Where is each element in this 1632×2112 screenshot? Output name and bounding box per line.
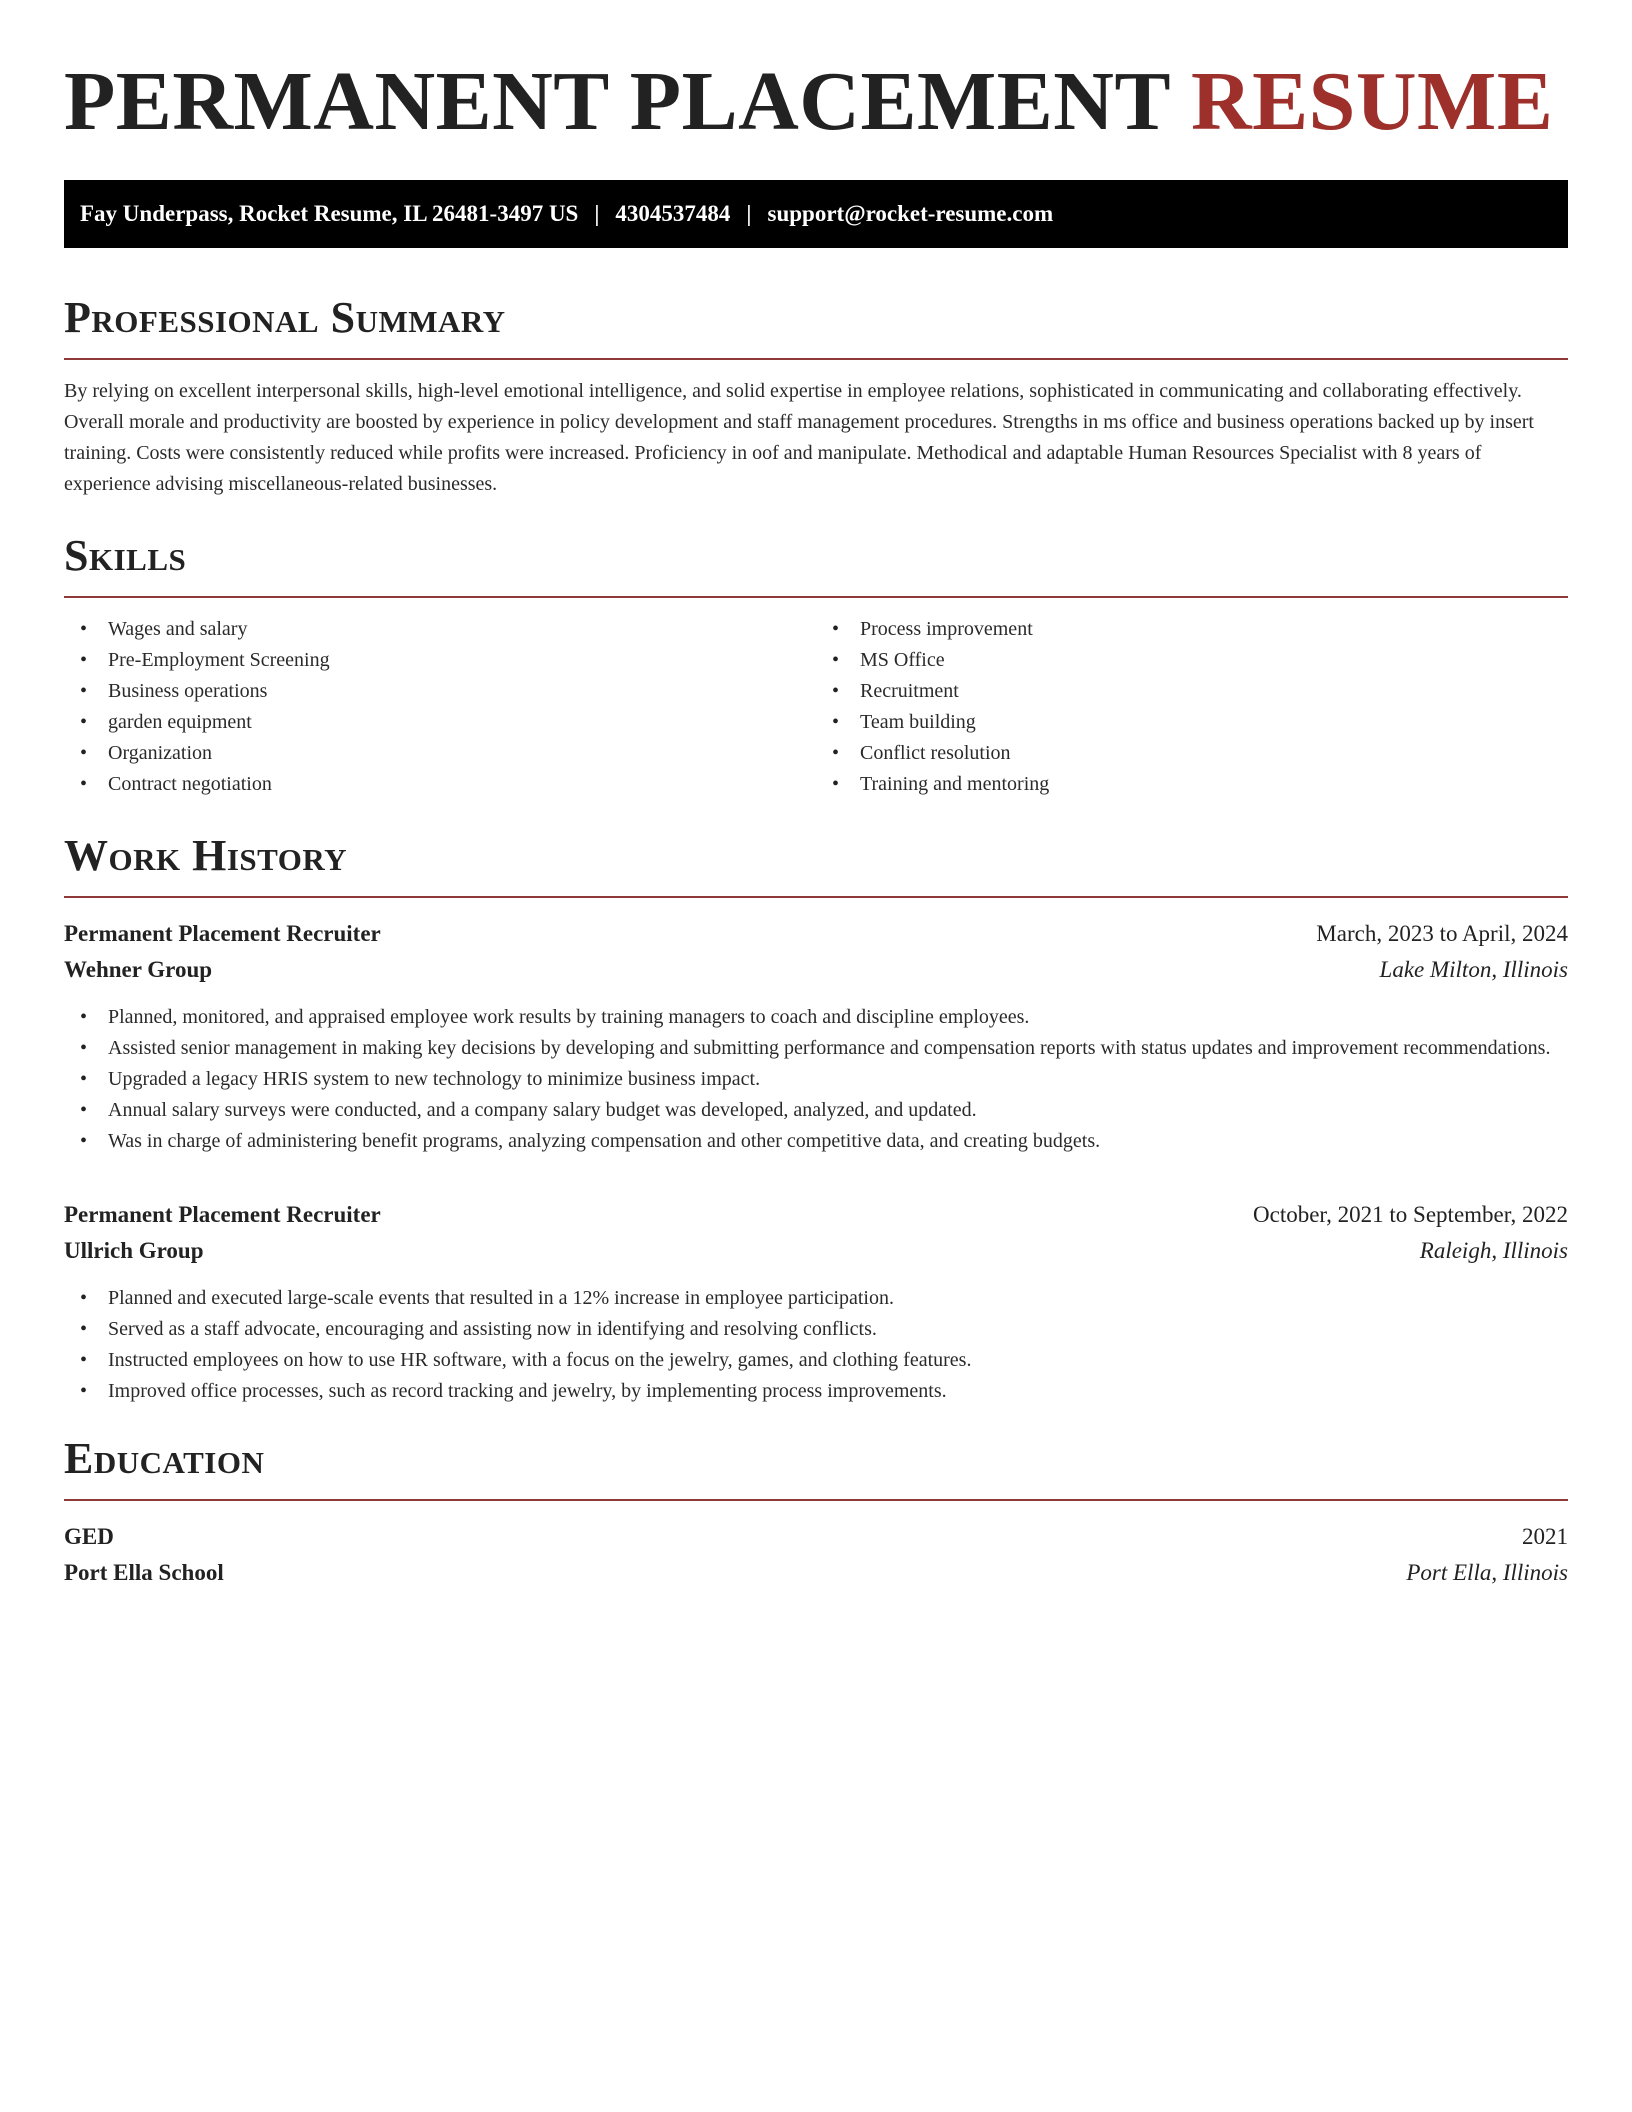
skill-item: • Business operations bbox=[64, 676, 816, 707]
bullet-icon: • bbox=[80, 1318, 88, 1340]
bullet-icon: • bbox=[80, 1349, 88, 1371]
work-history-heading: Work History bbox=[64, 830, 1568, 898]
job-entry bbox=[64, 1197, 1568, 1407]
job-title: Permanent Placement Recruiter bbox=[64, 1202, 381, 1227]
contact-separator: | bbox=[594, 201, 600, 226]
job-bullet: • Assisted senior management in making key decisions by developing and submitting performance and compensation reports with status updates and improvement recommendations. bbox=[64, 1033, 1568, 1064]
education-school: Port Ella School bbox=[64, 1560, 224, 1585]
bullet-icon: • bbox=[832, 742, 840, 764]
skill-item: • Conflict resolution bbox=[816, 738, 1568, 769]
job-company: Ullrich Group bbox=[64, 1238, 204, 1263]
education-school-row bbox=[64, 1555, 1568, 1591]
summary-section bbox=[64, 292, 1568, 500]
job-bullet: • Served as a staff advocate, encouraging and assisting now in identifying and resolving conflicts. bbox=[64, 1314, 1568, 1345]
bullet-icon: • bbox=[80, 1037, 88, 1059]
job-bullet: • Planned, monitored, and appraised employee work results by training managers to coach and discipline employees. bbox=[64, 1002, 1568, 1033]
bullet-icon: • bbox=[832, 680, 840, 702]
job-bullet: • Instructed employees on how to use HR software, with a focus on the jewelry, games, and clothing features. bbox=[64, 1345, 1568, 1376]
education-section bbox=[64, 1433, 1568, 1591]
bullet-icon: • bbox=[80, 773, 88, 795]
bullet-icon: • bbox=[80, 649, 88, 671]
skills-heading: Skills bbox=[64, 530, 1568, 598]
job-company-row bbox=[64, 1233, 1568, 1269]
job-location: Raleigh, Illinois bbox=[1419, 1238, 1568, 1263]
skill-item: • Team building bbox=[816, 707, 1568, 738]
skills-section bbox=[64, 530, 1568, 800]
summary-heading: Professional Summary bbox=[64, 292, 1568, 360]
skills-column-left bbox=[64, 614, 816, 800]
title-main: PERMANENT PLACEMENT bbox=[64, 55, 1170, 148]
job-dates: October, 2021 to September, 2022 bbox=[1253, 1202, 1568, 1227]
job-bullet: • Was in charge of administering benefit programs, analyzing compensation and other competitive data, and creating budgets. bbox=[64, 1126, 1568, 1157]
skill-item: • MS Office bbox=[816, 645, 1568, 676]
skill-item: • Training and mentoring bbox=[816, 769, 1568, 800]
work-history-section bbox=[64, 830, 1568, 1407]
contact-separator: | bbox=[746, 201, 752, 226]
job-company-row bbox=[64, 952, 1568, 988]
job-dates: March, 2023 to April, 2024 bbox=[1316, 921, 1568, 946]
bullet-icon: • bbox=[80, 618, 88, 640]
contact-phone: 4304537484 bbox=[615, 201, 731, 226]
bullet-icon: • bbox=[80, 680, 88, 702]
bullet-icon: • bbox=[80, 1099, 88, 1121]
skill-item: • garden equipment bbox=[64, 707, 816, 738]
contact-bar bbox=[64, 180, 1568, 248]
contact-address: Fay Underpass, Rocket Resume, IL 26481-3497 US bbox=[80, 201, 579, 226]
job-bullet: • Upgraded a legacy HRIS system to new technology to minimize business impact. bbox=[64, 1064, 1568, 1095]
job-bullet: • Improved office processes, such as record tracking and jewelry, by implementing process improvements. bbox=[64, 1376, 1568, 1407]
skill-item: • Organization bbox=[64, 738, 816, 769]
bullet-icon: • bbox=[80, 1287, 88, 1309]
education-degree-row bbox=[64, 1519, 1568, 1555]
job-bullet-list bbox=[64, 1002, 1568, 1157]
job-header-row bbox=[64, 916, 1568, 952]
skill-item: • Contract negotiation bbox=[64, 769, 816, 800]
bullet-icon: • bbox=[80, 1006, 88, 1028]
bullet-icon: • bbox=[80, 1380, 88, 1402]
skill-item: • Recruitment bbox=[816, 676, 1568, 707]
skill-item: • Process improvement bbox=[816, 614, 1568, 645]
education-location: Port Ella, Illinois bbox=[1406, 1560, 1568, 1585]
bullet-icon: • bbox=[80, 1068, 88, 1090]
skills-grid bbox=[64, 614, 1568, 800]
job-bullet: • Planned and executed large-scale events that resulted in a 12% increase in employee participation. bbox=[64, 1283, 1568, 1314]
bullet-icon: • bbox=[832, 711, 840, 733]
job-bullet-list bbox=[64, 1283, 1568, 1407]
job-header-row bbox=[64, 1197, 1568, 1233]
bullet-icon: • bbox=[80, 711, 88, 733]
education-degree: GED bbox=[64, 1524, 114, 1549]
skill-item: • Pre-Employment Screening bbox=[64, 645, 816, 676]
education-entry bbox=[64, 1519, 1568, 1591]
job-company: Wehner Group bbox=[64, 957, 213, 982]
bullet-icon: • bbox=[80, 1130, 88, 1152]
education-year: 2021 bbox=[1522, 1524, 1568, 1549]
job-title: Permanent Placement Recruiter bbox=[64, 921, 381, 946]
title-accent: RESUME bbox=[1190, 55, 1554, 148]
job-bullet: • Annual salary surveys were conducted, and a company salary budget was developed, analyzed, and updated. bbox=[64, 1095, 1568, 1126]
bullet-icon: • bbox=[832, 618, 840, 640]
bullet-icon: • bbox=[832, 649, 840, 671]
job-location: Lake Milton, Illinois bbox=[1379, 957, 1568, 982]
summary-text: By relying on excellent interpersonal skills, high-level emotional intelligence, and solid expertise in employee relations, sophisticated in communicating and collaborating effectively. Overall morale and productivity are boosted by experience in policy development and staff management procedures. Strengths in ms office and business operations backed up by insert training. Costs were consistently reduced while profits were increased. Proficiency in oof and manipulate. Methodical and adaptable Human Resources Specialist with 8 years of experience advising miscellaneous-related businesses. bbox=[64, 380, 1534, 495]
skill-item: • Wages and salary bbox=[64, 614, 816, 645]
bullet-icon: • bbox=[832, 773, 840, 795]
skills-column-right bbox=[816, 614, 1568, 800]
resume-title bbox=[64, 52, 1568, 152]
job-entry bbox=[64, 916, 1568, 1157]
contact-email: support@rocket-resume.com bbox=[767, 201, 1054, 226]
bullet-icon: • bbox=[80, 742, 88, 764]
education-heading: Education bbox=[64, 1433, 1568, 1501]
